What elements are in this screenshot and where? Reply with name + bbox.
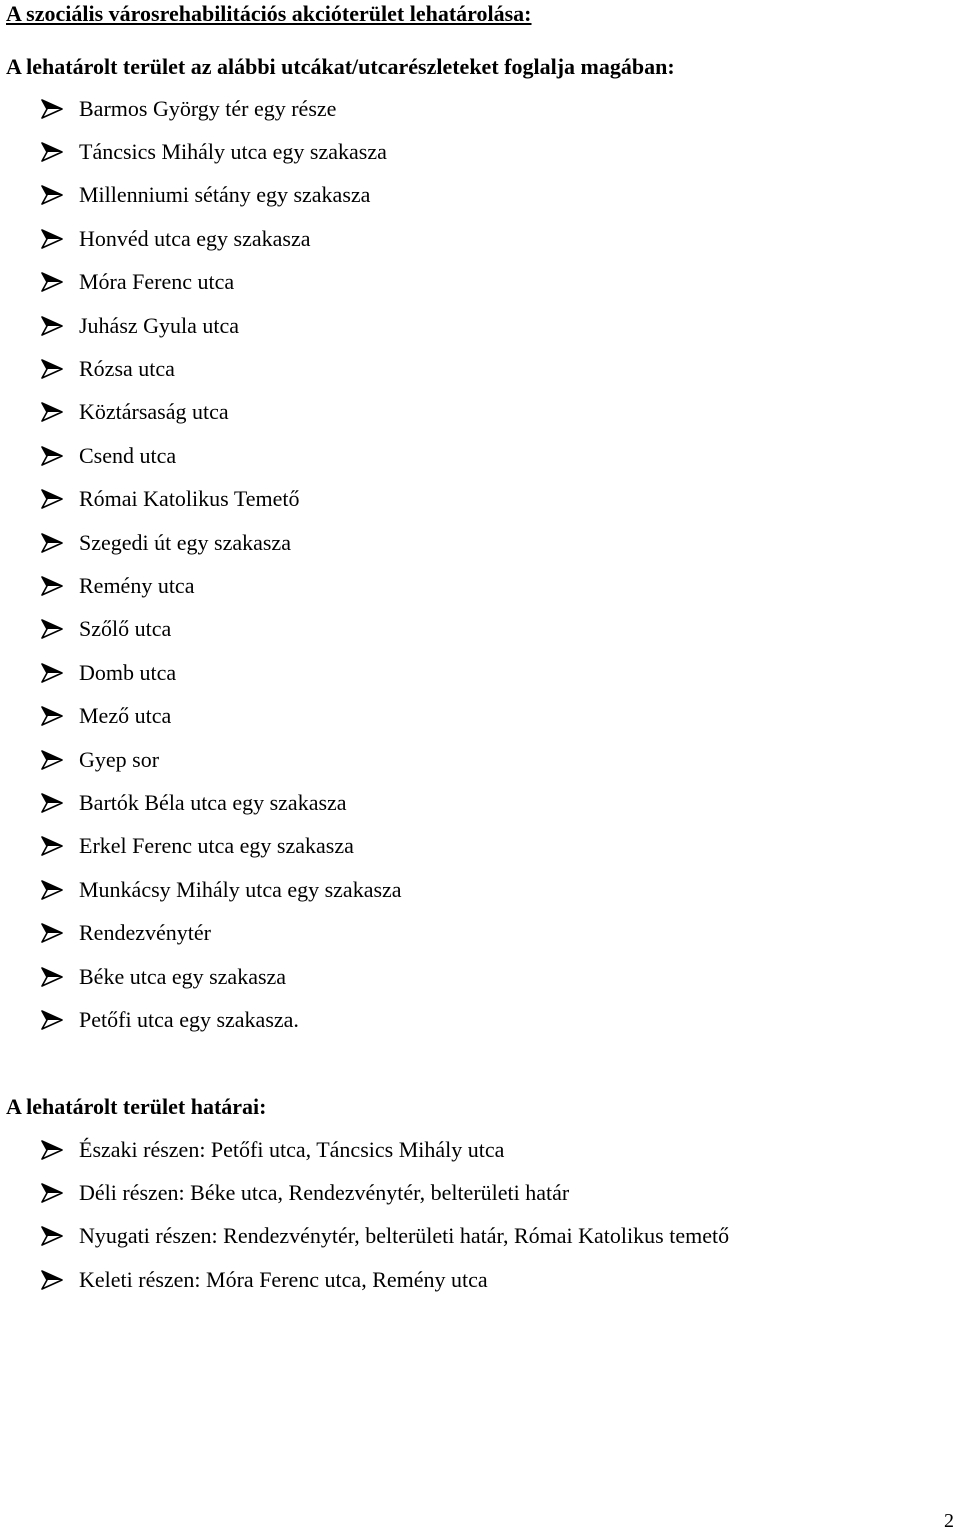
street-list-item-label: Bartók Béla utca egy szakasza <box>79 789 347 815</box>
arrowhead-bullet-icon <box>40 663 64 683</box>
street-list-item <box>0 608 402 651</box>
street-list-item <box>0 391 402 434</box>
arrowhead-bullet-icon <box>40 1010 64 1030</box>
arrowhead-bullet-icon <box>40 185 64 205</box>
border-list-item-label: Keleti részen: Móra Ferenc utca, Remény utca <box>79 1266 488 1292</box>
street-list-item-label: Millenniumi sétány egy szakasza <box>79 182 371 208</box>
street-list-item <box>0 651 402 694</box>
street-list-item-label: Munkácsy Mihály utca egy szakasza <box>79 876 402 902</box>
streets-list <box>0 87 402 1042</box>
street-list-item <box>0 261 402 304</box>
street-list-item <box>0 781 402 824</box>
arrowhead-bullet-icon <box>40 446 64 466</box>
street-list-item-label: Remény utca <box>79 572 195 598</box>
arrowhead-bullet-icon <box>40 489 64 509</box>
arrowhead-bullet-icon <box>40 1183 64 1203</box>
arrowhead-bullet-icon <box>40 706 64 726</box>
street-list-item <box>0 434 402 477</box>
arrowhead-bullet-icon <box>40 272 64 292</box>
arrowhead-bullet-icon <box>40 576 64 596</box>
street-list-item <box>0 694 402 737</box>
arrowhead-bullet-icon <box>40 316 64 336</box>
border-list-item-label: Nyugati részen: Rendezvénytér, belterületi határ, Római Katolikus temető <box>79 1223 730 1249</box>
street-list-item-label: Táncsics Mihály utca egy szakasza <box>79 139 387 165</box>
street-list-item-label: Csend utca <box>79 442 177 468</box>
arrowhead-bullet-icon <box>40 619 64 639</box>
arrowhead-bullet-icon <box>40 1270 64 1290</box>
street-list-item <box>0 955 402 998</box>
arrowhead-bullet-icon <box>40 836 64 856</box>
street-list-item-label: Béke utca egy szakasza <box>79 963 287 989</box>
arrowhead-bullet-icon <box>40 1226 64 1246</box>
street-list-item-label: Juhász Gyula utca <box>79 312 240 338</box>
street-list-item <box>0 347 402 390</box>
street-list-item-label: Szegedi út egy szakasza <box>79 529 291 555</box>
street-list-item <box>0 521 402 564</box>
streets-intro-heading: A lehatárolt terület az alábbi utcákat/utcarészleteket foglalja magában: <box>6 54 675 79</box>
street-list-item-label: Petőfi utca egy szakasza. <box>79 1006 299 1032</box>
street-list-item <box>0 868 402 911</box>
arrowhead-bullet-icon <box>40 99 64 119</box>
street-list-item-label: Római Katolikus Temető <box>79 486 300 512</box>
street-list-item-label: Rendezvénytér <box>79 920 211 946</box>
arrowhead-bullet-icon <box>40 142 64 162</box>
border-list-item <box>0 1128 729 1171</box>
arrowhead-bullet-icon <box>40 1140 64 1160</box>
street-list-item-label: Mező utca <box>79 703 172 729</box>
street-list-item <box>0 998 402 1041</box>
street-list-item-label: Móra Ferenc utca <box>79 269 235 295</box>
street-list-item <box>0 87 402 130</box>
arrowhead-bullet-icon <box>40 229 64 249</box>
border-list-item <box>0 1171 729 1214</box>
street-list-item <box>0 564 402 607</box>
page-number: 2 <box>944 1510 954 1532</box>
street-list-item <box>0 217 402 260</box>
arrowhead-bullet-icon <box>40 750 64 770</box>
street-list-item-label: Gyep sor <box>79 746 160 772</box>
border-list-item-label: Déli részen: Béke utca, Rendezvénytér, belterületi határ <box>79 1180 570 1206</box>
street-list-item-label: Rózsa utca <box>79 356 175 382</box>
street-list-item-label: Domb utca <box>79 659 177 685</box>
arrowhead-bullet-icon <box>40 880 64 900</box>
street-list-item <box>0 304 402 347</box>
page-title: A szociális városrehabilitációs akcióterület lehatárolása: <box>6 1 532 26</box>
border-list-item <box>0 1215 729 1258</box>
street-list-item-label: Köztársaság utca <box>79 399 229 425</box>
street-list-item <box>0 738 402 781</box>
arrowhead-bullet-icon <box>40 359 64 379</box>
borders-heading: A lehatárolt terület határai: <box>6 1094 267 1119</box>
street-list-item <box>0 174 402 217</box>
arrowhead-bullet-icon <box>40 923 64 943</box>
arrowhead-bullet-icon <box>40 967 64 987</box>
street-list-item-label: Erkel Ferenc utca egy szakasza <box>79 833 354 859</box>
arrowhead-bullet-icon <box>40 793 64 813</box>
street-list-item <box>0 130 402 173</box>
street-list-item <box>0 825 402 868</box>
street-list-item <box>0 911 402 954</box>
street-list-item-label: Barmos György tér egy része <box>79 95 337 121</box>
arrowhead-bullet-icon <box>40 533 64 553</box>
arrowhead-bullet-icon <box>40 402 64 422</box>
street-list-item <box>0 478 402 521</box>
border-list-item <box>0 1258 729 1301</box>
street-list-item-label: Honvéd utca egy szakasza <box>79 225 311 251</box>
borders-list <box>0 1128 729 1302</box>
street-list-item-label: Szőlő utca <box>79 616 172 642</box>
border-list-item-label: Északi részen: Petőfi utca, Táncsics Mihály utca <box>79 1136 505 1162</box>
